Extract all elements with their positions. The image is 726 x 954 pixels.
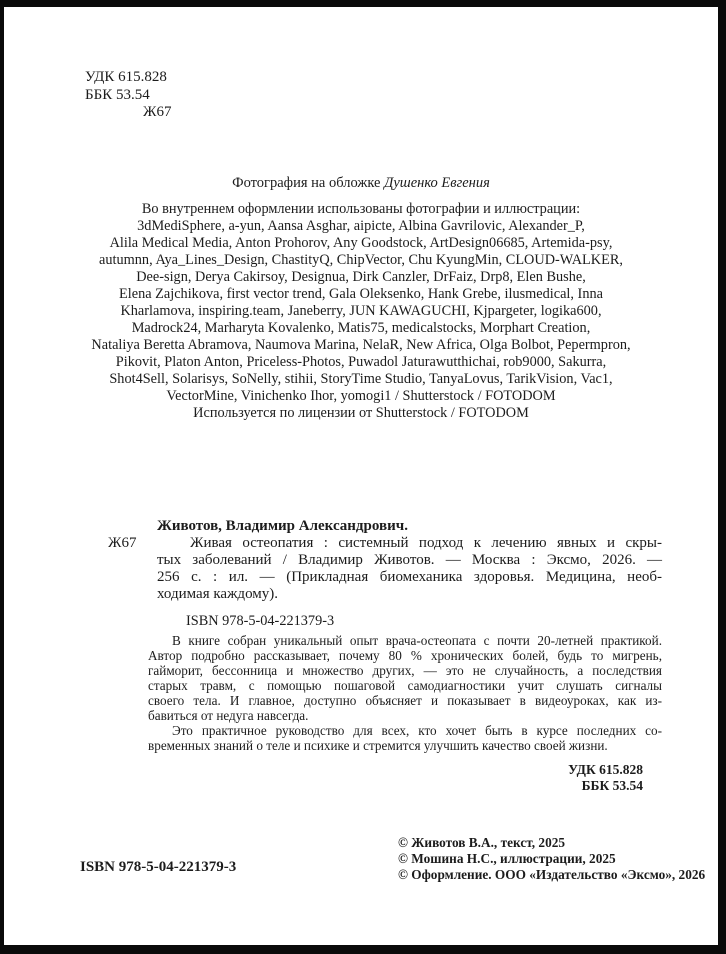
catalog-author-sign: Ж67 [108, 535, 137, 551]
copyright-block [398, 835, 705, 883]
imprint-page [4, 7, 718, 945]
illustration-credits [4, 201, 718, 422]
credit-line: Kharlamova, inspiring.team, Janeberry, JUN KAWAGUCHI, Kjpargeter, logika600, [120, 303, 602, 319]
bbk-code-footer: ББК 53.54 [581, 777, 643, 793]
catalog-author: Животов, Владимир Александрович. [157, 518, 408, 534]
copyright-line: © Оформление. ООО «Издательство «Эксмо», 2026 [398, 867, 706, 882]
annotation-paragraph-2 [148, 723, 662, 753]
header-classification-codes [85, 69, 171, 122]
annotation-line: бавиться от недуга навсегда. [148, 708, 309, 723]
annotation-line: Автор подробно рассказывает, почему 80 % хронических болей, будь то мигрень, [148, 648, 662, 663]
cover-photographer-name: Душенко Евгения [384, 175, 490, 191]
isbn-catalog: ISBN 978-5-04-221379-3 [186, 613, 335, 629]
credit-line: Shot4Sell, Solarisys, SoNelly, stihii, StoryTime Studio, TanyaLovus, TarikVision, Vac1, [109, 371, 613, 387]
annotation-line: старых травм, с помощью пошаговой самодиагностики учит слушать сигналы [148, 678, 662, 693]
credit-line: VectorMine, Vinichenko Ihor, yomogi1 / Shutterstock / FOTODOM [166, 388, 556, 404]
isbn-bottom: ISBN 978-5-04-221379-3 [80, 859, 237, 875]
bbk-code: ББК 53.54 [85, 86, 150, 103]
copyright-line: © Мошина Н.С., иллюстрации, 2025 [398, 851, 616, 866]
udk-code-footer: УДК 615.828 [568, 762, 643, 777]
catalog-entry-line: 256 с. : ил. — (Прикладная биомеханика здоровья. Медицина, необ- [157, 569, 662, 585]
illustration-credits-intro: Во внутреннем оформлении использованы фотографии и иллюстрации: [141, 201, 581, 217]
annotation-line: своего тела. И главное, доступно объясняет и показывает в видеоуроках, как из- [148, 693, 662, 708]
credit-line: Elena Zajchikova, first vector trend, Gala Oleksenko, Hank Grebe, ilusmedical, Inna [119, 286, 603, 302]
annotation-line: Это практичное руководство для всех, кто хочет быть в курсе последних со- [172, 723, 662, 738]
catalog-entry [157, 518, 662, 603]
credit-line: Pikovit, Platon Anton, Priceless-Photos, Puwadol Jaturawutthichai, rob9000, Sakurra, [115, 354, 607, 370]
catalog-entry-line: тых заболеваний / Владимир Животов. — Москва : Эксмо, 2026. — [157, 552, 662, 568]
credit-line: Dee-sign, Derya Cakirsoy, Designua, Dirk Canzler, DrFaiz, Drp8, Elen Bushe, [136, 269, 586, 285]
annotation-line: В книге собран уникальный опыт врача-остеопата с почти 20-летней практикой. [172, 633, 662, 648]
credit-line: Madrock24, Marharyta Kovalenko, Matis75, medicalstocks, Morphart Creation, [131, 320, 591, 336]
annotation-line: гайморит, бессонница и множество других, — это не случайность, а последствия [148, 663, 662, 678]
udk-code: УДК 615.828 [85, 69, 167, 85]
annotation-line: временных знаний о теле и психике и стремится улучшить качество своей жизни. [148, 738, 608, 753]
credit-line: autumnn, Aya_Lines_Design, ChastityQ, ChipVector, Chu KyungMin, CLOUD-WALKER, [99, 252, 623, 268]
author-sign-code: Ж67 [143, 104, 172, 120]
catalog-entry-text [157, 535, 662, 603]
annotation-paragraph-1 [148, 633, 662, 723]
license-line: Используется по лицензии от Shutterstock / FOTODOM [193, 405, 529, 421]
cover-photo-credit [4, 175, 718, 192]
credit-line: Nataliya Beretta Abramova, Naumova Marina, NelaR, New Africa, Olga Bolbot, Pepermpron, [91, 337, 631, 353]
credit-line: 3dMediSphere, a-yun, Aansa Asghar, aipicte, Albina Gavrilovic, Alexander_P, [137, 218, 585, 234]
credit-line: Alila Medical Media, Anton Prohorov, Any Goodstock, ArtDesign06685, Artemida-psy, [109, 235, 613, 251]
catalog-entry-line: ходимая каждому). [157, 586, 279, 602]
catalog-entry-line: Живая остеопатия : системный подход к лечению явных и скры- [190, 535, 662, 551]
cover-photo-credit-label: Фотография на обложке [232, 175, 385, 191]
illustration-credits-list [4, 218, 718, 405]
annotation [148, 633, 662, 753]
copyright-line: © Животов В.А., текст, 2025 [398, 835, 566, 850]
footer-classification-codes [568, 762, 643, 793]
